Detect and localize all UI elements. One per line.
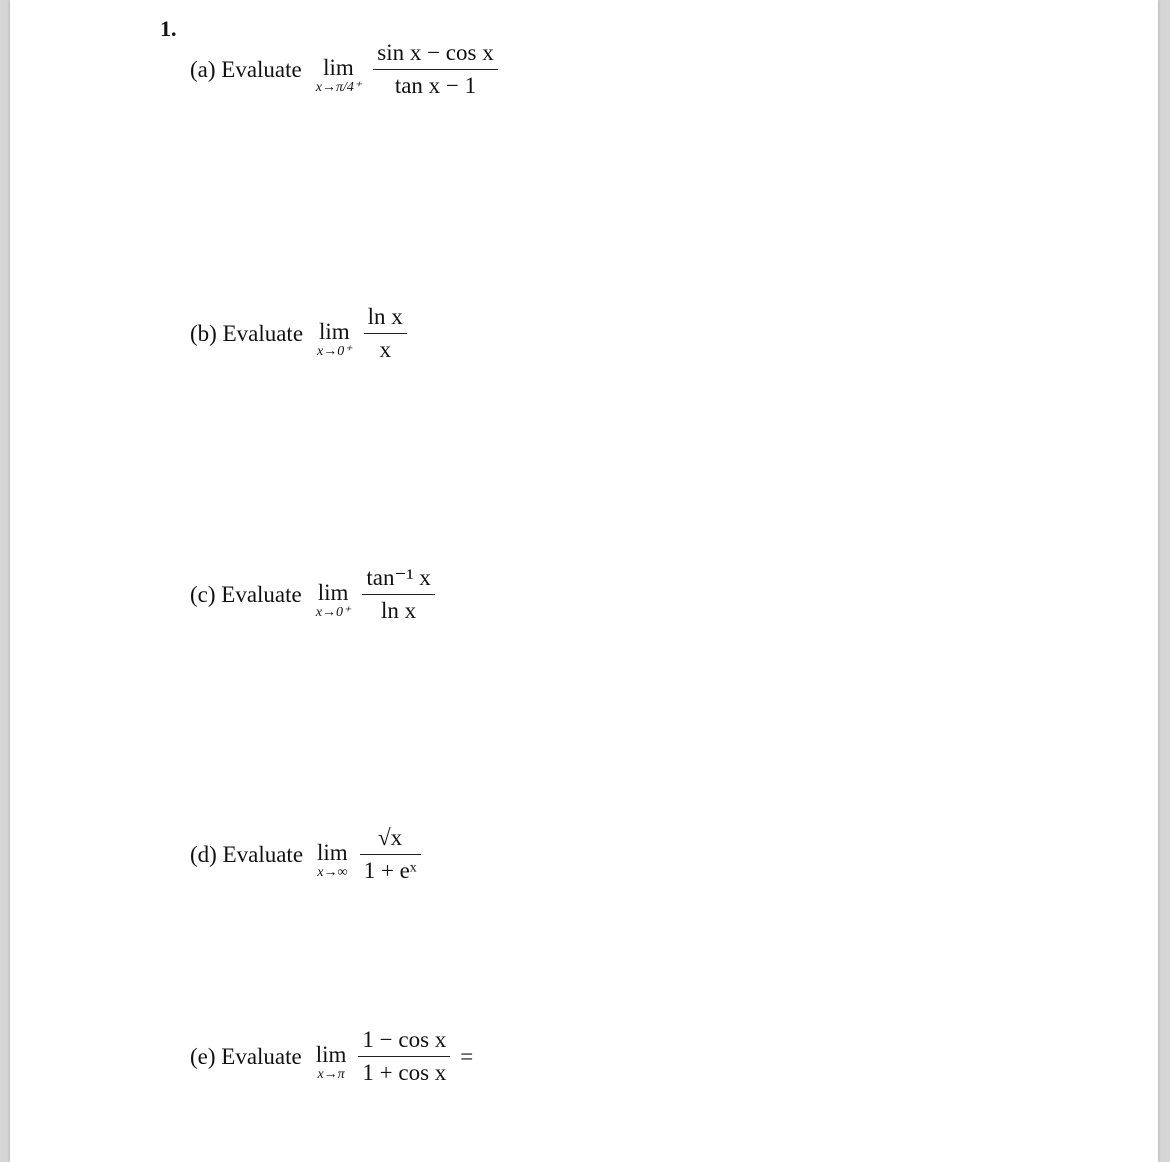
lim-subscript: x→0⁺ (315, 604, 351, 620)
limit-operator (316, 1043, 347, 1083)
lim-word: lim (323, 54, 354, 80)
numerator: tan⁻¹ x (366, 565, 431, 590)
limit-operator (316, 56, 362, 96)
problem-label: (a) Evaluate (190, 56, 302, 82)
problem-b (190, 304, 407, 363)
problem-a (190, 40, 498, 99)
lim-word: lim (319, 318, 350, 344)
problem-c (190, 565, 435, 624)
problem-label: (b) Evaluate (190, 320, 304, 346)
problem-e (190, 1027, 473, 1086)
lim-subscript: x→0⁺ (317, 343, 352, 359)
denominator: ln x (380, 598, 417, 623)
numerator: 1 − cos x (362, 1027, 447, 1052)
fraction (364, 304, 407, 363)
denominator: x (379, 337, 391, 362)
fraction (373, 40, 497, 99)
lim-subscript: x→π (317, 1066, 345, 1082)
equals-sign: = (460, 1043, 474, 1069)
lim-subscript: x→π/4⁺ (315, 79, 362, 95)
lim-word: lim (317, 579, 349, 605)
numerator: sin x − cos x (377, 40, 494, 65)
denominator: tan x − 1 (394, 73, 477, 98)
fraction (358, 1027, 450, 1086)
question-number: 1. (160, 16, 177, 41)
denominator: 1 + eˣ (363, 858, 417, 883)
numerator: ln x (367, 304, 403, 329)
problem-label: (e) Evaluate (190, 1043, 302, 1069)
limit-operator (316, 581, 351, 621)
lim-subscript: x→∞ (317, 864, 348, 880)
numerator: √x (378, 825, 403, 850)
fraction (362, 565, 434, 624)
limit-operator (317, 320, 352, 360)
limit-operator (317, 841, 348, 881)
problem-d (190, 825, 421, 884)
lim-word: lim (315, 1041, 347, 1067)
problem-label: (c) Evaluate (190, 581, 302, 607)
denominator: 1 + cos x (362, 1060, 447, 1085)
document-page (10, 0, 1158, 1162)
problem-label: (d) Evaluate (190, 841, 304, 867)
fraction (360, 825, 421, 884)
lim-word: lim (317, 839, 348, 865)
